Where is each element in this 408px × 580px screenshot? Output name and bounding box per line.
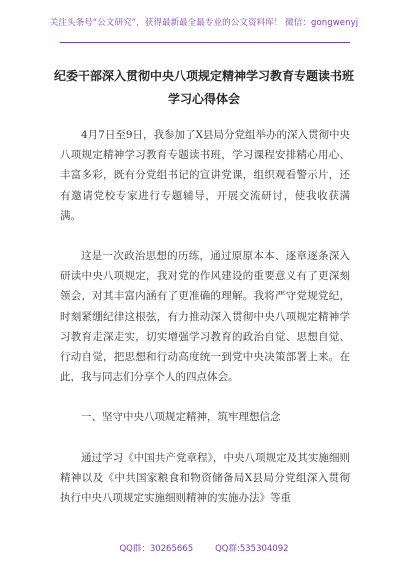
paragraph-section-1: 通过学习《中国共产党章程》，中央八项规定及其实施细则精神以及《中共国家粮食和物资储备局X县局分党组深入贯彻执行中央八项规定实施细则精神的实施办法》等重 [60,451,350,505]
document-body [60,125,350,508]
header-divider [60,42,350,43]
page-footer [0,543,408,555]
document-subtitle: 学习心得体会 [167,92,240,106]
page-header [0,0,408,48]
footer-qq-group-1: QQ群：30265665 [119,544,194,554]
paragraph-intro: 4月7日至9日，我参加了X县局分党组举办的深入贯彻中央八项规定精神学习教育专题读书班，学习课程安排精心用心、丰富多彩，既有分党组书记的宣讲党课，组织观看警示片，还有邀请党校专家进行专题辅导，开展交流研讨，使我收获满满。 [60,129,351,222]
document-title: 纪委干部深入贯彻中央八项规定精神学习教育专题读书班 [53,69,354,83]
section-heading-1: 一、坚守中央八项规定精神，筑牢理想信念 [81,411,281,424]
footer-qq-group-2: QQ群:535304092 [215,544,289,554]
paragraph-reflection: 这是一次政治思想的历练，通过原原本本、逐章逐条深入研读中央八项规定，我对党的作风建设的重要意义有了更深刻领会，对其丰富内涵有了更准确的理解。我将严守党规党纪，时刻紧绷纪律这根弦，有力推动深入贯彻中央八项规定精神学习教育走深走实，切实增强学习教育的政治自觉、思想自觉、行动自觉，把思想和行动高度统一到党中央决策部署上来。在此，我与同志们分享个人的四点体会。 [60,250,350,384]
header-banner: 关注头条号“公文研究”，获得最新最全最专业的公文资料库！ 微信：gongwenyj [49,18,359,28]
